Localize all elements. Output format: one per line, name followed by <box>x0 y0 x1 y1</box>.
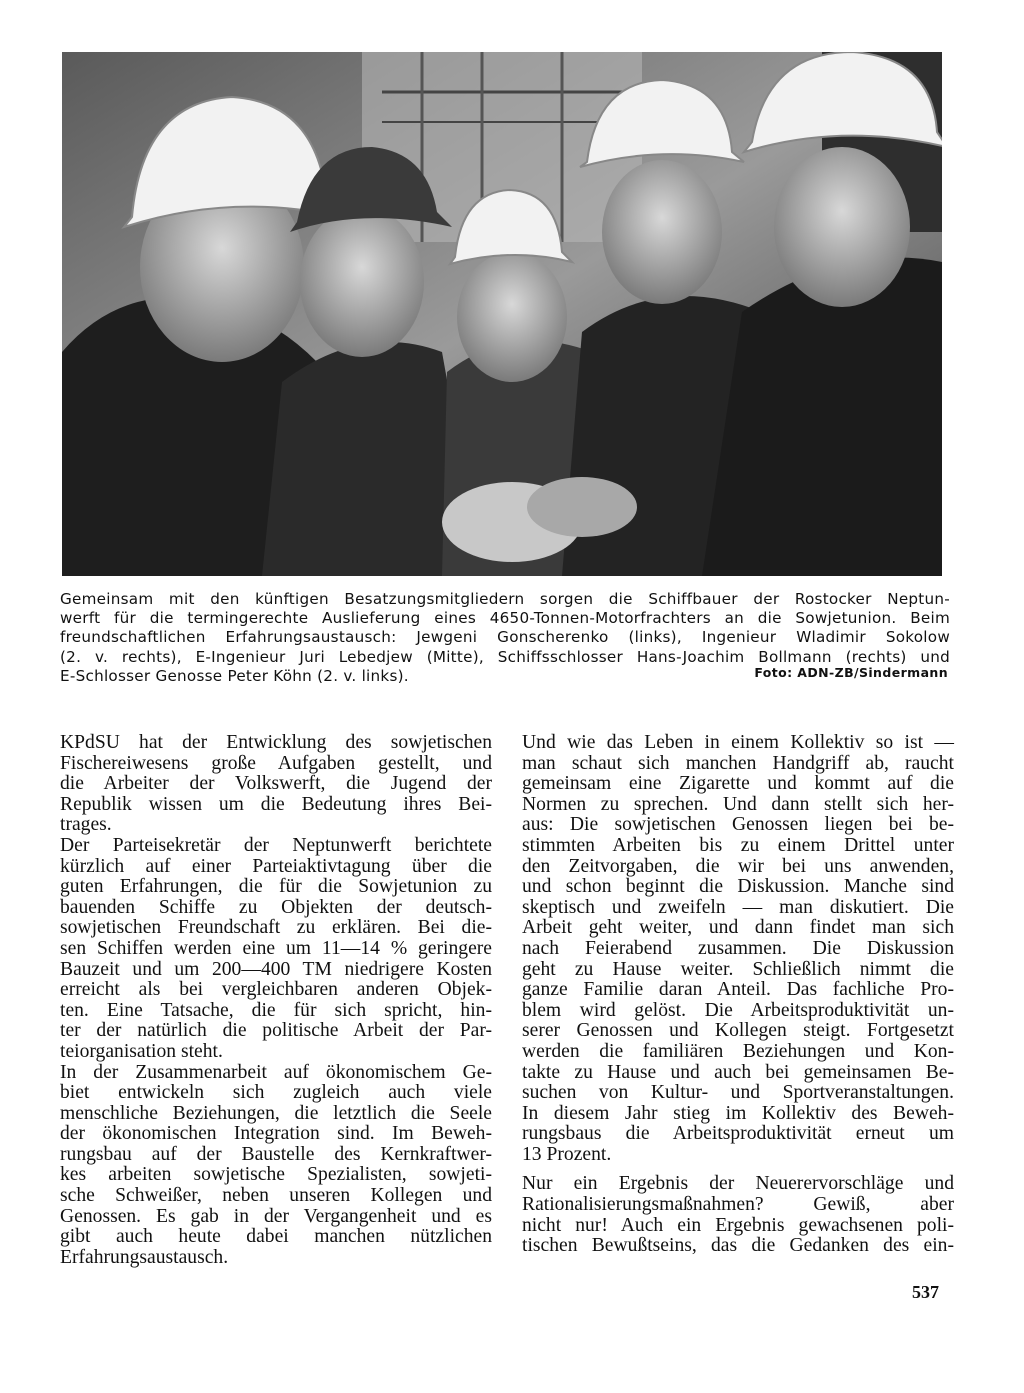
text-line: KPdSU hat der Entwicklung des sowjetischen <box>60 732 492 753</box>
text-line: ten. Eine Tatsache, die für sich spricht, hin- <box>60 999 492 1021</box>
caption-line: (2. v. rechts), E-Ingenieur Juri Lebedjew (Mitte), Schiffsschlosser Hans-Joachim Bollmann (rechts) und <box>60 647 950 666</box>
text-line: suchen von Kultur- und Sportveranstaltungen. <box>522 1082 954 1104</box>
page-number: 537 <box>912 1282 939 1302</box>
text-line: Genossen. Es gab in der Vergangenheit und es <box>60 1205 492 1227</box>
text-line: gibt auch heute dabei manchen nützlichen <box>60 1226 492 1248</box>
text-line: sen Schiffen werden eine um 11—14 % geringere <box>60 937 492 959</box>
text-line: 13 Prozent. <box>522 1143 612 1165</box>
text-line: In diesem Jahr stieg im Kollektiv des Beweh- <box>522 1102 954 1124</box>
text-line: guten Erfahrungen, die für die Sowjetunion zu <box>60 876 492 898</box>
text-line: Arbeit geht weiter, und dann findet man sich <box>522 917 954 939</box>
text-line: biet entwickeln sich zugleich auch viele <box>60 1082 492 1104</box>
text-line: menschliche Beziehungen, die letztlich die Seele <box>60 1102 492 1124</box>
text-line: sche Schweißer, neben unseren Kollegen und <box>60 1185 492 1207</box>
text-line: rungsbau auf der Baustelle des Kernkraftwer- <box>60 1143 492 1165</box>
right-column <box>522 733 954 1257</box>
text-line: tischen Bewußtseins, das die Gedanken des ein- <box>522 1235 954 1257</box>
text-line: nach Feierabend zusammen. Die Diskussion <box>522 937 954 959</box>
text-line: ganze Familie daran Anteil. Das fachliche Pro- <box>522 979 954 1001</box>
text-line: der ökonomischen Integration sind. Im Beweh- <box>60 1123 492 1145</box>
text-line: Erfahrungsaustausch. <box>60 1246 229 1268</box>
text-line: trages. <box>60 814 112 836</box>
text-line: Und wie das Leben in einem Kollektiv so ist — <box>522 732 954 753</box>
text-line: ter der natürlich die politische Arbeit der Par- <box>60 1020 492 1042</box>
text-line: Der Parteisekretär der Neptunwerft berichtete <box>60 834 492 856</box>
text-line: aus: Die sowjetischen Genossen liegen bei be- <box>522 814 954 836</box>
text-line: den Zeitvorgaben, die wir bei uns anwenden, <box>522 855 954 877</box>
text-line: kes arbeiten sowjetische Spezialisten, sowjeti- <box>60 1164 492 1186</box>
left-column <box>60 733 492 1268</box>
text-line: In der Zusammenarbeit auf ökonomischem Ge- <box>60 1061 492 1083</box>
text-line: nicht nur! Auch ein Ergebnis gewachsenen poli- <box>522 1214 954 1236</box>
photo-shipbuilders-icon <box>62 52 942 576</box>
paragraph <box>60 1063 492 1269</box>
paragraph <box>522 1174 954 1256</box>
text-line: und schon beginnt die Diskussion. Manche sind <box>522 876 954 898</box>
text-line: kürzlich auf einer Parteiaktivtagung über die <box>60 855 492 877</box>
caption-line: freundschaftlichen Erfahrungsaustausch: Jewgeni Gonscherenko (links), Ingenieur Wladimir Sokolow <box>60 628 950 647</box>
text-line: Nur ein Ergebnis der Neuerervorschläge und <box>522 1173 954 1195</box>
paragraph <box>522 733 954 1165</box>
text-line: serer Genossen und Kollegen steigt. Fortgesetzt <box>522 1020 954 1042</box>
text-line: rungsbaus die Arbeitsproduktivität erneut um <box>522 1123 954 1145</box>
text-line: geht zu Hause weiter. Schließlich nimmt die <box>522 958 954 980</box>
text-line: Fischereiwesens große Aufgaben gestellt, und <box>60 752 492 774</box>
text-line: Normen zu sprechen. Und dann stellt sich her- <box>522 793 954 815</box>
text-line: skeptisch und zweifeln — man diskutiert. Die <box>522 896 954 918</box>
caption-line: E-Schlosser Genosse Peter Köhn (2. v. links). <box>60 666 409 685</box>
photo-credit: Foto: ADN-ZB/Sindermann <box>754 665 948 680</box>
text-line: blem wird gelöst. Die Arbeitsproduktivität un- <box>522 999 954 1021</box>
text-line: Bauzeit und um 200—400 TM niedrigere Kosten <box>60 958 492 980</box>
text-line: erreicht als bei vergleichbaren anderen Objek- <box>60 979 492 1001</box>
text-line: takte zu Hause und auch bei gemeinsamen Be- <box>522 1061 954 1083</box>
text-line: bauenden Schiffe zu Objekten der deutsch- <box>60 896 492 918</box>
text-line: gemeinsam eine Zigarette und kommt auf die <box>522 773 954 795</box>
text-line: werden die familiären Beziehungen und Kon- <box>522 1040 954 1062</box>
text-line: man schaut sich manchen Handgriff ab, raucht <box>522 752 954 774</box>
text-line: Republik wissen um die Bedeutung ihres Bei- <box>60 793 492 815</box>
photo <box>62 52 942 576</box>
text-line: sowjetischen Freundschaft zu erklären. Bei die- <box>60 917 492 939</box>
text-line: Rationalisierungsmaßnahmen? Gewiß, aber <box>522 1194 954 1216</box>
text-line: stimmten Arbeiten bis zu einem Drittel unter <box>522 834 954 856</box>
paragraph <box>60 733 492 836</box>
text-line: teiorganisation steht. <box>60 1040 223 1062</box>
caption-line: werft für die termingerechte Auslieferung eines 4650-Tonnen-Motorfrachters an die Sowjetunion. Beim <box>60 609 950 628</box>
paragraph <box>60 836 492 1063</box>
caption-line: Gemeinsam mit den künftigen Besatzungsmitgliedern sorgen die Schiffbauer der Rostocker Neptun- <box>60 590 950 608</box>
text-line: die Arbeiter der Volkswerft, die Jugend der <box>60 773 492 795</box>
